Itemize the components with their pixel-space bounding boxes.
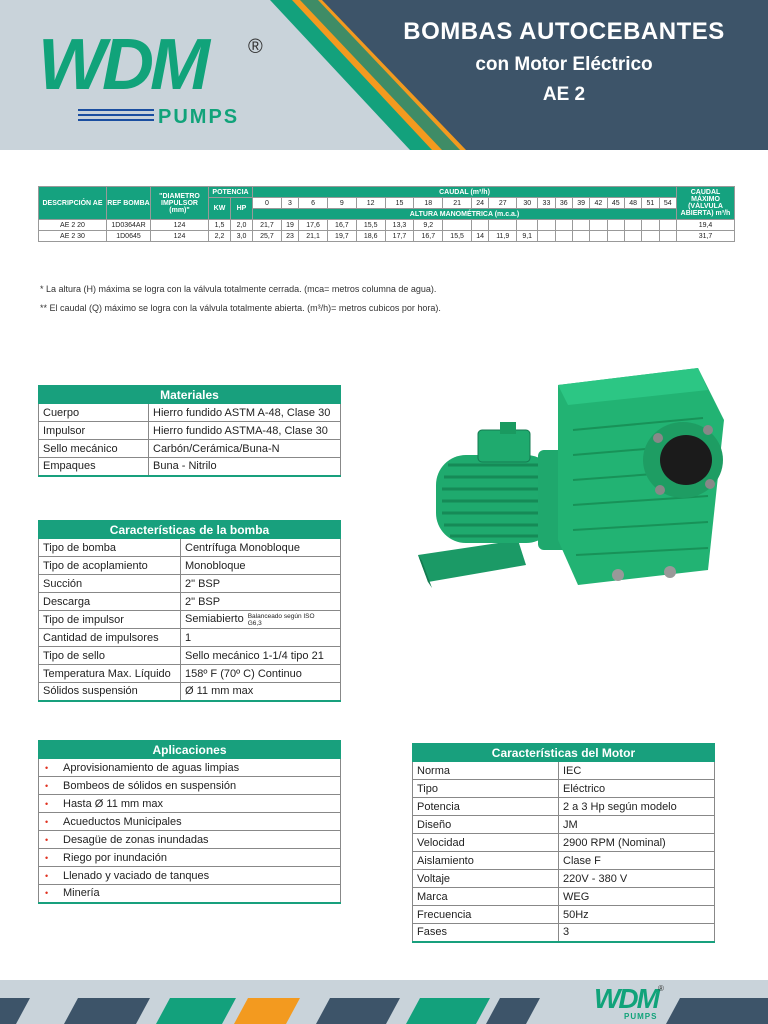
spec-key: Empaques [39, 458, 149, 476]
spec-value-text: Hierro fundido ASTM A-48, Clase 30 [153, 406, 331, 419]
footer-logo [594, 983, 674, 1022]
spec-value-text: 158º F (70º C) Continuo [185, 667, 302, 680]
table-row [413, 762, 715, 780]
cell-head [472, 220, 489, 231]
cell-head [659, 220, 676, 231]
table-row [39, 422, 341, 440]
note-caudal: ** El caudal (Q) máximo se logra con la válvula totalmente abierta. (m³/h)= metros cubicos por hora). [40, 303, 441, 313]
aplicacion-text: Llenado y vaciado de tanques [63, 869, 210, 882]
cell-head: 16,7 [414, 231, 443, 242]
flow-header: 24 [472, 198, 489, 209]
spec-value [559, 816, 715, 834]
spec-value-text: Eléctrico [563, 782, 606, 795]
spec-key: Diseño [413, 816, 559, 834]
spec-value-text: Monobloque [185, 559, 246, 572]
spec-value [149, 404, 341, 422]
flow-header: 15 [385, 198, 414, 209]
spec-value [181, 629, 341, 647]
flow-header: 12 [356, 198, 385, 209]
col-altura: ALTURA MANOMÉTRICA (m.c.a.) [253, 209, 677, 220]
spec-value [559, 852, 715, 870]
spec-value [181, 539, 341, 557]
spec-value [149, 422, 341, 440]
cell-head [607, 220, 624, 231]
flow-header: 18 [414, 198, 443, 209]
cell-head: 15,5 [356, 220, 385, 231]
list-item [39, 831, 341, 849]
table-row [413, 834, 715, 852]
cell-diam: 124 [151, 220, 209, 231]
cell-desc: AE 2 30 [39, 231, 107, 242]
table-row [39, 629, 341, 647]
logo-wordmark: WDM [38, 25, 206, 105]
spec-value-text: 2" BSP [185, 577, 221, 590]
spec-value-text: Semiabierto [185, 612, 244, 625]
table-row [39, 665, 341, 683]
spec-key: Velocidad [413, 834, 559, 852]
spec-value-text: 2 a 3 Hp según modelo [563, 800, 677, 813]
col-ref: REF BOMBA [107, 187, 151, 220]
motor-title: Características del Motor [413, 744, 715, 762]
cell-head [538, 231, 555, 242]
aplicaciones-title: Aplicaciones [39, 741, 341, 759]
flow-header: 27 [489, 198, 517, 209]
cell-head [555, 231, 572, 242]
spec-key: Succión [39, 575, 181, 593]
aplicacion-text: Aprovisionamiento de aguas limpias [63, 761, 240, 774]
list-item [39, 759, 341, 777]
table-row [413, 888, 715, 906]
cell-head: 17,6 [299, 220, 328, 231]
cell-head [443, 220, 472, 231]
table-row [39, 458, 341, 476]
cell-head: 23 [281, 231, 298, 242]
list-item [39, 795, 341, 813]
col-caudal: CAUDAL (m³/h) [253, 187, 677, 198]
spec-key: Potencia [413, 798, 559, 816]
flow-header: 54 [659, 198, 676, 209]
bullet-icon: • [45, 870, 49, 881]
aplicacion-cell [39, 759, 341, 777]
spec-value [559, 870, 715, 888]
cell-head [642, 231, 659, 242]
col-diametro: "DIAMETRO IMPULSOR (mm)" [151, 187, 209, 220]
spec-value-text: 50Hz [563, 908, 589, 921]
spec-value [181, 683, 341, 701]
flow-header: 30 [517, 198, 538, 209]
spec-value-text: 3 [563, 926, 570, 939]
spec-value-text: Clase F [563, 854, 601, 867]
materiales-table [38, 385, 341, 477]
spec-key: Aislamiento [413, 852, 559, 870]
cell-hp: 2,0 [231, 220, 253, 231]
spec-key: Cantidad de impulsores [39, 629, 181, 647]
spec-key: Cuerpo [39, 404, 149, 422]
cell-head [607, 231, 624, 242]
spec-value [181, 611, 341, 629]
flow-header: 36 [555, 198, 572, 209]
list-item [39, 885, 341, 903]
cell-head [624, 220, 641, 231]
spec-value [149, 440, 341, 458]
cell-head: 15,5 [443, 231, 472, 242]
table-row [39, 683, 341, 701]
cell-head: 25,7 [253, 231, 282, 242]
cell-head: 11,9 [489, 231, 517, 242]
table-row [39, 440, 341, 458]
cell-hp: 3,0 [231, 231, 253, 242]
aplicacion-text: Riego por inundación [63, 851, 167, 864]
cell-head [517, 220, 538, 231]
cell-head: 9,2 [414, 220, 443, 231]
motor-table [412, 743, 715, 943]
aplicacion-cell [39, 813, 341, 831]
page-subtitle: con Motor Eléctrico [475, 54, 653, 75]
aplicacion-cell [39, 777, 341, 795]
cell-max: 19,4 [677, 220, 735, 231]
spec-key: Tipo de bomba [39, 539, 181, 557]
cell-head: 14 [472, 231, 489, 242]
spec-value-text: WEG [563, 890, 590, 903]
table-row [39, 220, 735, 231]
aplicacion-text: Acueductos Municipales [63, 815, 182, 828]
cell-head: 9,1 [517, 231, 538, 242]
flow-header: 6 [299, 198, 328, 209]
spec-value [559, 780, 715, 798]
cell-head: 17,7 [385, 231, 414, 242]
spec-value [181, 593, 341, 611]
materiales-title: Materiales [39, 386, 341, 404]
cell-head [624, 231, 641, 242]
cell-head: 13,3 [385, 220, 414, 231]
wdm-logo [38, 25, 278, 130]
aplicacion-text: Bombeos de sólidos en suspensión [63, 779, 237, 792]
cell-head [642, 220, 659, 231]
spec-value [559, 924, 715, 942]
pump-image [408, 360, 738, 590]
bullet-icon: • [45, 816, 49, 827]
spec-value-text: 2" BSP [185, 595, 221, 608]
spec-value [559, 798, 715, 816]
table-row [413, 852, 715, 870]
col-potencia: POTENCIA [209, 187, 253, 198]
spec-value-text: IEC [563, 764, 582, 777]
table-row [39, 647, 341, 665]
cell-head [572, 220, 589, 231]
list-item [39, 849, 341, 867]
list-item [39, 813, 341, 831]
spec-value [181, 557, 341, 575]
spec-key: Frecuencia [413, 906, 559, 924]
page-title: BOMBAS AUTOCEBANTES [403, 18, 725, 45]
model-name: AE 2 [542, 84, 586, 105]
spec-key: Marca [413, 888, 559, 906]
table-row [413, 780, 715, 798]
table-row [413, 816, 715, 834]
cell-head: 16,7 [327, 220, 356, 231]
spec-value-text: JM [563, 818, 578, 831]
footer-registered-mark: ® [658, 984, 664, 993]
cell-head [590, 231, 607, 242]
cell-head [659, 231, 676, 242]
spec-value-text: 2900 RPM (Nominal) [563, 836, 666, 849]
cell-head [590, 220, 607, 231]
footer-pumps: PUMPS [624, 1012, 658, 1021]
flow-header: 3 [281, 198, 298, 209]
cell-head [538, 220, 555, 231]
bullet-icon: • [45, 852, 49, 863]
col-descripcion: DESCRIPCIÓN AE [39, 187, 107, 220]
flow-header: 48 [624, 198, 641, 209]
spec-key: Tipo de sello [39, 647, 181, 665]
spec-value-text: 1 [185, 631, 192, 644]
cell-head: 19,7 [327, 231, 356, 242]
table-row [39, 557, 341, 575]
caracteristicas-table [38, 520, 341, 702]
cell-head: 21,1 [299, 231, 328, 242]
cell-head: 19 [281, 220, 298, 231]
note-altura: * La altura (H) máxima se logra con la válvula totalmente cerrada. (mca= metros columna de agua). [40, 284, 437, 294]
spec-key: Temperatura Max. Líquido [39, 665, 181, 683]
spec-key: Descarga [39, 593, 181, 611]
cell-head: 21,7 [253, 220, 282, 231]
col-caudal-max: CAUDAL MÁXIMO (VÁLVULA ABIERTA) m³/h [677, 187, 735, 220]
aplicacion-text: Hasta Ø 11 mm max [63, 797, 164, 810]
cell-kw: 1,5 [209, 220, 231, 231]
spec-key: Tipo de impulsor [39, 611, 181, 629]
table-row [413, 906, 715, 924]
spec-key: Sólidos suspensión [39, 683, 181, 701]
aplicacion-cell [39, 885, 341, 903]
spec-value-text: Carbón/Cerámica/Buna-N [153, 442, 280, 455]
spec-value-text: Buna - Nitrilo [153, 460, 217, 473]
table-row [39, 539, 341, 557]
logo-stripes [78, 108, 154, 122]
spec-value-text: 220V - 380 V [563, 872, 628, 885]
cell-head: 18,6 [356, 231, 385, 242]
spec-value [181, 647, 341, 665]
cell-ref: 1D0364AR [107, 220, 151, 231]
bullet-icon: • [45, 798, 49, 809]
spec-value [559, 762, 715, 780]
registered-mark: ® [248, 36, 263, 58]
bullet-icon: • [45, 888, 49, 899]
cell-head [572, 231, 589, 242]
spec-value [149, 458, 341, 476]
spec-value [181, 665, 341, 683]
bullet-icon: • [45, 780, 49, 791]
flow-header: 9 [327, 198, 356, 209]
flow-header: 51 [642, 198, 659, 209]
aplicacion-text: Minería [63, 887, 100, 900]
aplicacion-cell [39, 831, 341, 849]
spec-key: Tipo de acoplamiento [39, 557, 181, 575]
flow-header: 21 [443, 198, 472, 209]
cell-head [489, 220, 517, 231]
cell-ref: 1D0645 [107, 231, 151, 242]
flow-header: 33 [538, 198, 555, 209]
footer-wordmark: WDM [594, 983, 658, 1014]
table-row [39, 404, 341, 422]
spec-value [181, 575, 341, 593]
table-row [413, 924, 715, 942]
spec-value-text: Sello mecánico 1-1/4 tipo 21 [185, 649, 324, 662]
list-item [39, 867, 341, 885]
table-row [39, 575, 341, 593]
flow-header: 0 [253, 198, 282, 209]
table-row [39, 611, 341, 629]
spec-note: Balanceado según ISO G6,3 [247, 612, 315, 627]
spec-value-text: Ø 11 mm max [185, 685, 254, 698]
col-hp: HP [231, 198, 253, 220]
flow-header: 45 [607, 198, 624, 209]
spec-key: Impulsor [39, 422, 149, 440]
aplicacion-text: Desagüe de zonas inundadas [63, 833, 209, 846]
flow-header: 39 [572, 198, 589, 209]
spec-value-text: Centrífuga Monobloque [185, 541, 300, 554]
notes [40, 280, 441, 318]
cell-kw: 2,2 [209, 231, 231, 242]
cell-desc: AE 2 20 [39, 220, 107, 231]
spec-value [559, 888, 715, 906]
performance-table [38, 186, 735, 242]
list-item [39, 777, 341, 795]
cell-head [555, 220, 572, 231]
spec-key: Sello mecánico [39, 440, 149, 458]
caracteristicas-title: Características de la bomba [39, 521, 341, 539]
spec-key: Tipo [413, 780, 559, 798]
spec-value [559, 906, 715, 924]
header-banner [0, 0, 768, 150]
table-row [413, 798, 715, 816]
spec-key: Norma [413, 762, 559, 780]
aplicacion-cell [39, 867, 341, 885]
aplicaciones-table [38, 740, 341, 904]
bullet-icon: • [45, 834, 49, 845]
table-row [39, 231, 735, 242]
spec-value [559, 834, 715, 852]
flow-header: 42 [590, 198, 607, 209]
cell-max: 31,7 [677, 231, 735, 242]
cell-diam: 124 [151, 231, 209, 242]
spec-key: Fases [413, 924, 559, 942]
bullet-icon: • [45, 762, 49, 773]
spec-value-text: Hierro fundido ASTMA-48, Clase 30 [153, 424, 328, 437]
aplicacion-cell [39, 849, 341, 867]
logo-pumps: PUMPS [158, 106, 240, 128]
table-row [39, 593, 341, 611]
col-kw: KW [209, 198, 231, 220]
aplicacion-cell [39, 795, 341, 813]
spec-key: Voltaje [413, 870, 559, 888]
table-row [413, 870, 715, 888]
title-block [360, 0, 768, 150]
